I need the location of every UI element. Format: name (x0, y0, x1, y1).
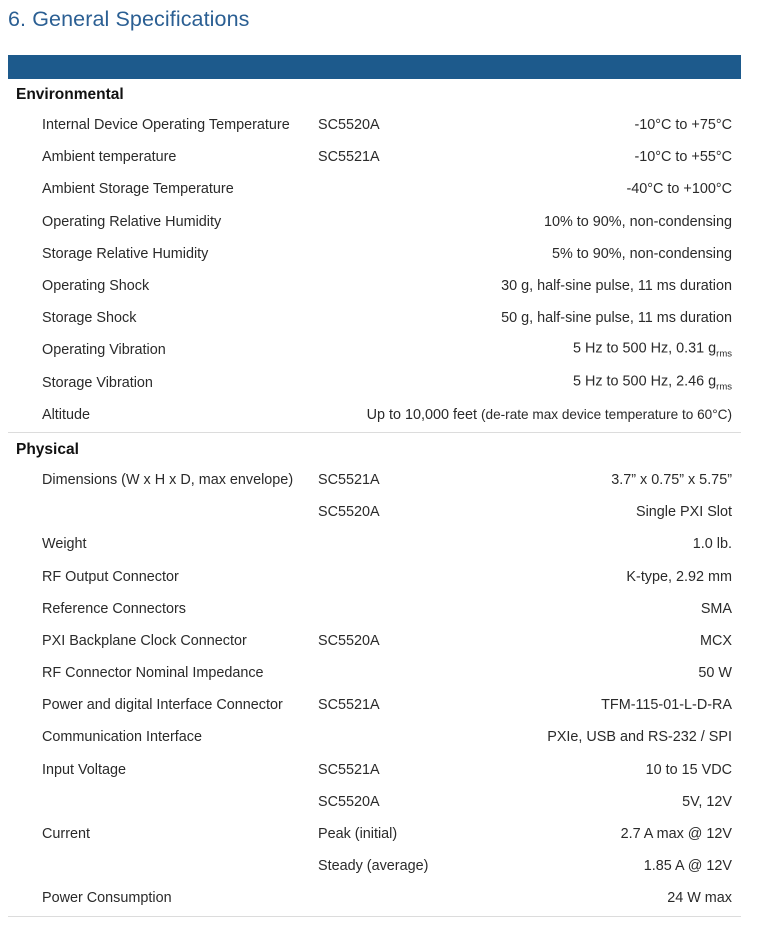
spec-model: SC5521A (318, 471, 380, 488)
spec-label: Operating Relative Humidity (42, 213, 222, 230)
spec-value (636, 504, 732, 520)
spec-value (626, 181, 732, 197)
spec-value-text: 5% to 90%, non-condensing (551, 245, 732, 262)
spec-row (8, 721, 741, 753)
spec-value (646, 762, 732, 778)
spec-value (698, 665, 732, 681)
spec-row (8, 786, 741, 818)
spec-model: SC5521A (318, 697, 380, 714)
spec-row (8, 109, 741, 141)
section-title-physical: Physical (16, 440, 79, 458)
spec-value-text: 3.7” x 0.75” x 5.75” (611, 471, 732, 488)
spec-row (8, 270, 741, 302)
spec-model: SC5520A (318, 793, 380, 810)
spec-value-text: Single PXI Slot (636, 504, 732, 521)
section-title-environmental: Environmental (16, 86, 124, 103)
spec-value-text: 5 Hz to 500 Hz, 2.46 g (572, 373, 717, 390)
spec-value-text: MCX (700, 632, 732, 649)
spec-value (573, 341, 732, 360)
spec-label: Ambient temperature (42, 149, 177, 166)
page-title: 6. General Specifications (8, 7, 250, 31)
spec-value (573, 373, 732, 392)
section-divider (8, 916, 741, 917)
spec-model: SC5520A (318, 504, 380, 521)
section-divider (8, 432, 741, 433)
spec-value-note: (de-rate max device temperature to 60°C) (481, 406, 732, 422)
spec-value-text: 24 W max (667, 890, 732, 907)
spec-value-text: SMA (700, 600, 732, 617)
spec-row (8, 238, 741, 270)
spec-row (8, 882, 741, 914)
spec-label: RF Output Connector (42, 568, 179, 585)
spec-value (682, 794, 732, 810)
spec-label: Operating Shock (42, 278, 150, 295)
spec-row (8, 399, 741, 431)
spec-row (8, 302, 741, 334)
spec-value (501, 278, 732, 294)
spec-label: PXI Backplane Clock Connector (42, 632, 247, 649)
spec-model: Steady (average) (318, 858, 429, 875)
spec-value (634, 149, 732, 165)
spec-value (634, 117, 732, 133)
header-bar (8, 55, 741, 79)
spec-value-text: 5 Hz to 500 Hz, 0.31 g (572, 340, 717, 357)
spec-value (701, 601, 732, 617)
spec-value (501, 310, 732, 326)
spec-value-text: 2.7 A max @ 12V (620, 826, 732, 843)
spec-row (8, 593, 741, 625)
spec-row (8, 528, 741, 560)
spec-value-text: 50 g, half-sine pulse, 11 ms duration (501, 310, 732, 327)
spec-label: Current (42, 826, 90, 843)
spec-row (8, 818, 741, 850)
spec-label: Power Consumption (42, 890, 172, 907)
spec-label: Internal Device Operating Temperature (42, 117, 290, 134)
spec-value-text: -10°C to +55°C (634, 149, 732, 166)
spec-value (367, 407, 732, 423)
spec-value (667, 890, 732, 906)
spec-model: SC5521A (318, 149, 380, 166)
spec-value-text: 30 g, half-sine pulse, 11 ms duration (501, 278, 732, 295)
spec-model: SC5521A (318, 761, 380, 778)
spec-row (8, 206, 741, 238)
spec-row (8, 464, 741, 496)
spec-table (8, 81, 741, 920)
spec-row (8, 334, 741, 366)
spec-value (547, 729, 732, 745)
spec-row (8, 657, 741, 689)
spec-value (644, 858, 732, 874)
spec-value-text: -40°C to +100°C (626, 181, 732, 198)
spec-value-text: 1.85 A @ 12V (643, 858, 732, 875)
spec-value (700, 633, 732, 649)
spec-value-text: PXIe, USB and RS-232 / SPI (547, 729, 732, 746)
spec-label: RF Connector Nominal Impedance (42, 665, 264, 682)
spec-label: Power and digital Interface Connector (42, 697, 283, 714)
spec-value-text: -10°C to +75°C (634, 117, 732, 134)
spec-value-text: TFM-115-01-L-D-RA (601, 697, 732, 714)
spec-value (544, 214, 732, 230)
spec-value-subscript: rms (716, 381, 732, 393)
spec-label: Storage Relative Humidity (42, 245, 209, 262)
spec-row (8, 850, 741, 882)
spec-model: SC5520A (318, 117, 380, 134)
spec-row (8, 141, 741, 173)
spec-label: Ambient Storage Temperature (42, 181, 234, 198)
spec-row (8, 754, 741, 786)
spec-row (8, 367, 741, 399)
spec-label: Storage Vibration (42, 374, 153, 391)
spec-value (693, 536, 732, 552)
spec-value-text: K-type, 2.92 mm (626, 568, 732, 585)
spec-row (8, 625, 741, 657)
spec-model: Peak (initial) (318, 826, 398, 843)
spec-label: Weight (42, 536, 87, 553)
spec-row (8, 496, 741, 528)
spec-row (8, 173, 741, 205)
spec-value-subscript: rms (716, 348, 732, 360)
spec-row (8, 689, 741, 721)
spec-value-text: 1.0 lb. (692, 536, 732, 553)
spec-value (621, 826, 732, 842)
spec-value-text: Up to 10,000 feet (366, 406, 481, 423)
spec-value-text: 5V, 12V (682, 793, 732, 810)
spec-value-text: 10% to 90%, non-condensing (543, 213, 732, 230)
spec-label: Input Voltage (42, 761, 127, 778)
spec-label: Operating Vibration (42, 342, 166, 359)
spec-value-text: 50 W (698, 665, 732, 682)
spec-label: Altitude (42, 406, 90, 423)
spec-value (626, 569, 732, 585)
spec-value (601, 697, 732, 713)
spec-label: Storage Shock (42, 310, 137, 327)
spec-model: SC5520A (318, 632, 380, 649)
spec-label: Dimensions (W x H x D, max envelope) (42, 471, 294, 488)
spec-label: Reference Connectors (42, 600, 186, 617)
spec-value-text: 10 to 15 VDC (645, 761, 732, 778)
spec-value (552, 246, 732, 262)
spec-label: Communication Interface (42, 729, 202, 746)
spec-row (8, 560, 741, 592)
spec-value (611, 472, 732, 488)
